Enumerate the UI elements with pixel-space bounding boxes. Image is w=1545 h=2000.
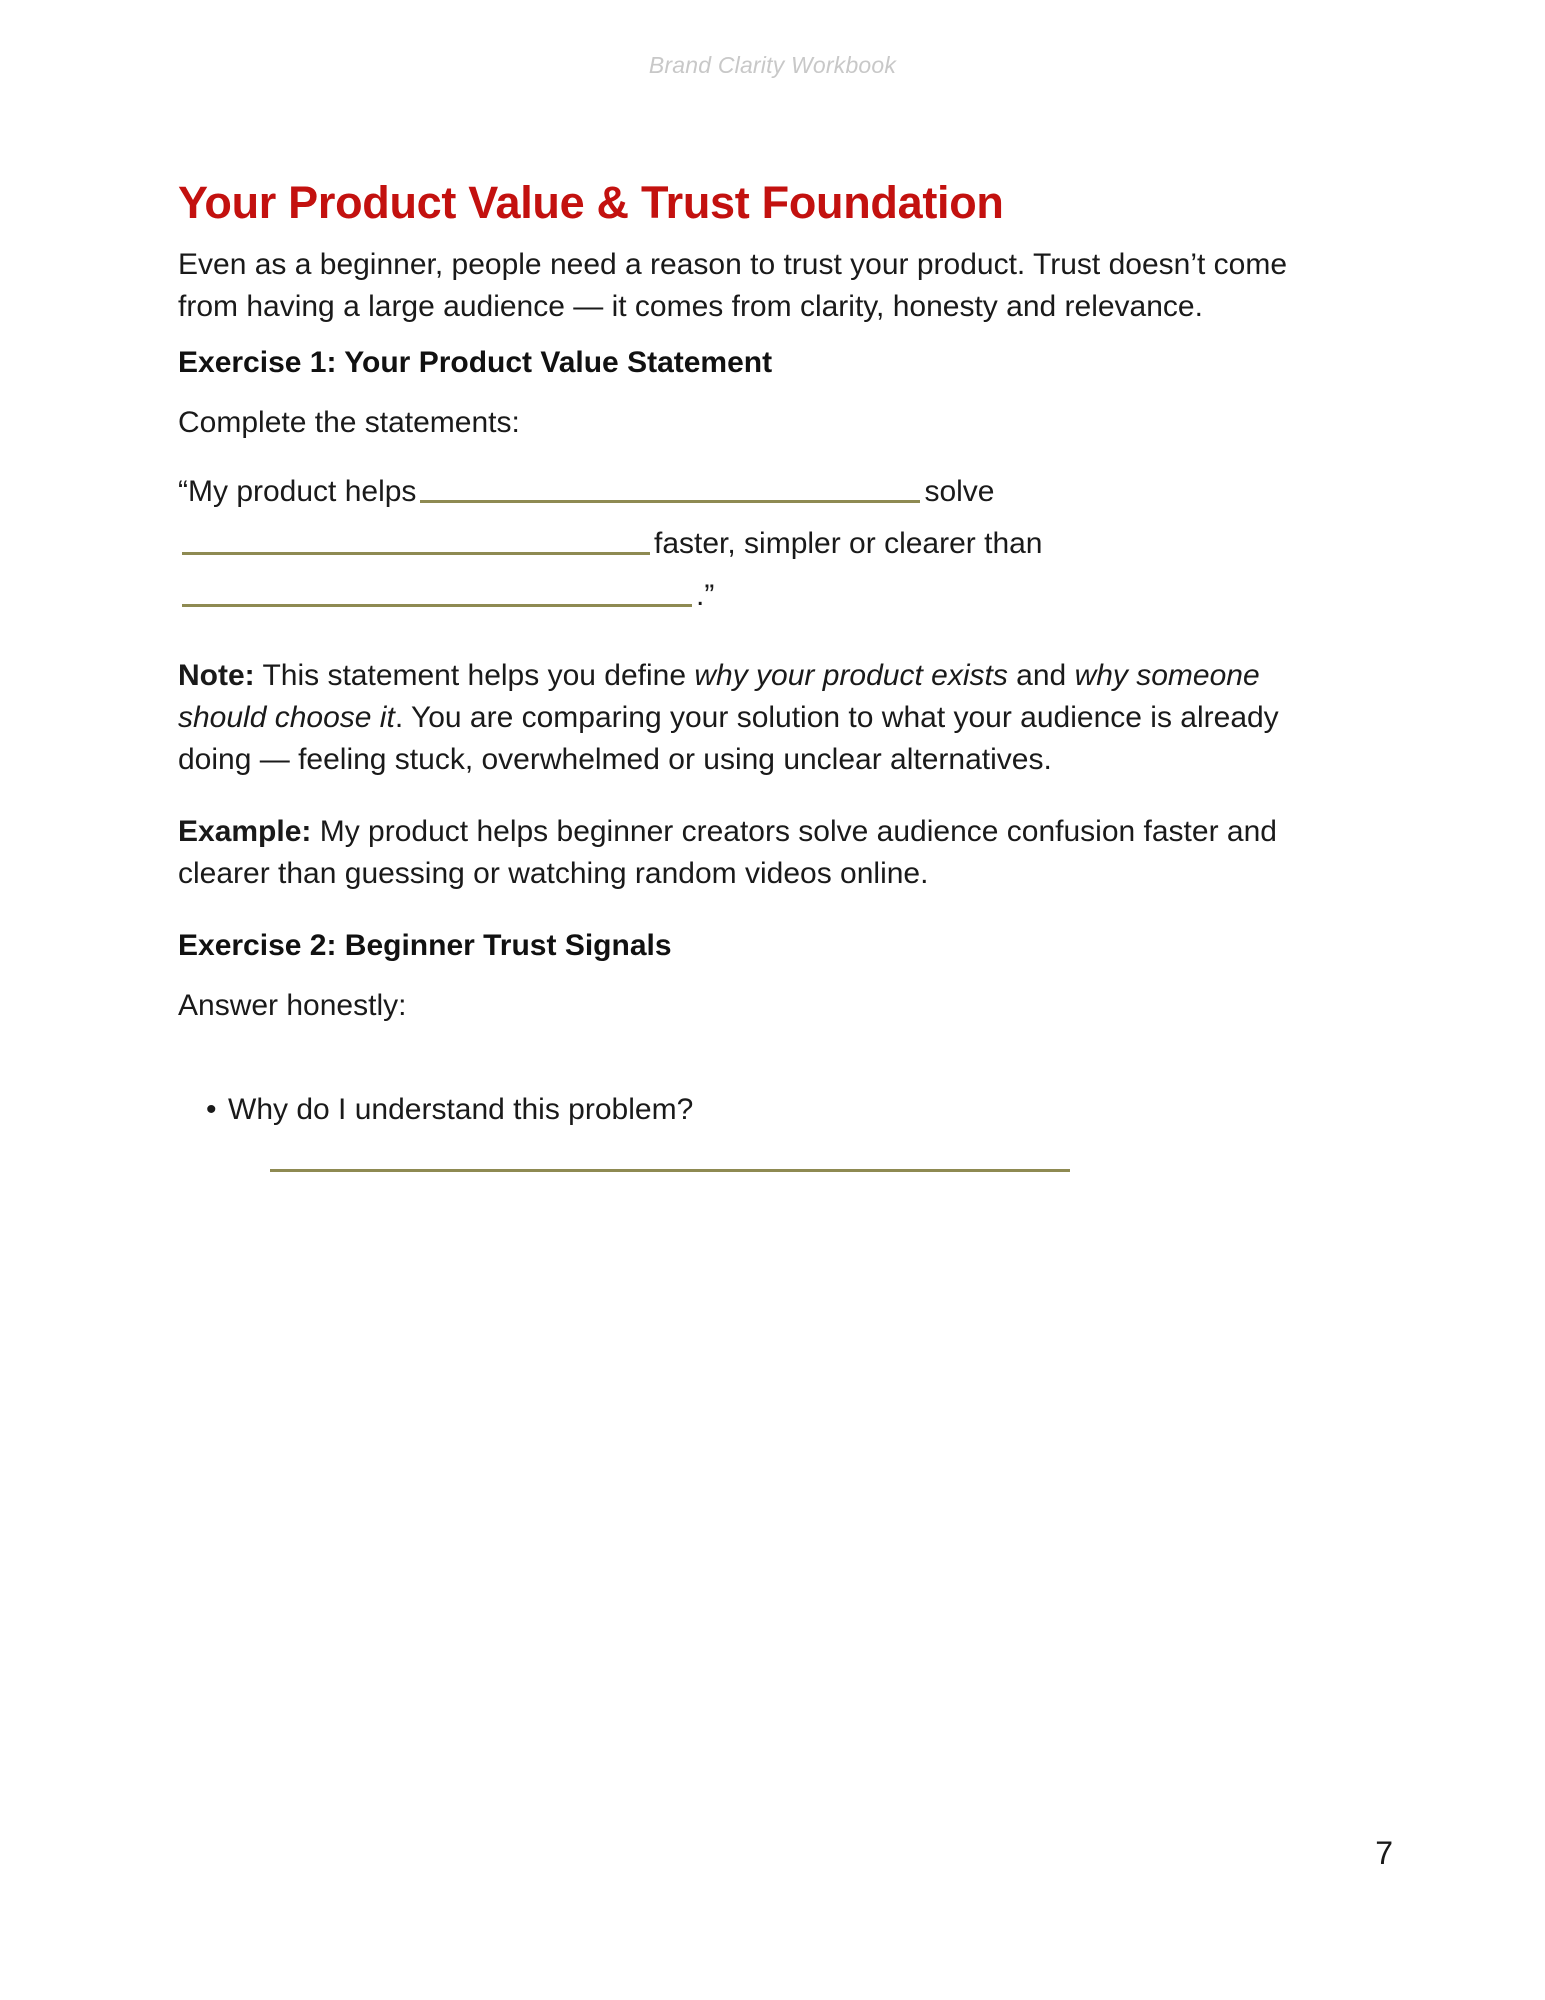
note-text-3: . You are comparing your solution to what your audience is already doing — feeling stuck, overwhelmed or using unclear alternatives. bbox=[178, 701, 1279, 777]
note-emphasis-2: why someone should choose it bbox=[178, 659, 1260, 735]
example-text: My product helps beginner creators solve audience confusion faster and clearer than guessing or watching random videos online. bbox=[178, 815, 1277, 891]
page-number: 7 bbox=[1375, 1835, 1393, 1871]
statement-blank-2[interactable] bbox=[182, 520, 650, 555]
answer-blank-line[interactable] bbox=[270, 1169, 1070, 1172]
bullet-icon: • bbox=[206, 1093, 217, 1127]
page-content bbox=[178, 178, 1310, 1182]
statement-segment-1: solve bbox=[924, 475, 995, 509]
note-text-2: and bbox=[1007, 659, 1075, 693]
exercise-2-heading: Exercise 2: Beginner Trust Signals bbox=[178, 929, 672, 963]
question-text-row bbox=[178, 1089, 1310, 1131]
note-text-1: This statement helps you define bbox=[254, 659, 695, 693]
statement-segment-2: faster, simpler or clearer than bbox=[654, 526, 1043, 560]
statement-close: .” bbox=[696, 578, 715, 612]
intro-paragraph: Even as a beginner, people need a reason to trust your product. Trust doesn’t come from having a large audience — it comes from clarity, honesty and relevance. bbox=[178, 248, 1288, 324]
exercise-1-lead-in: Complete the statements: bbox=[178, 406, 520, 440]
page-title: Your Product Value & Trust Foundation bbox=[178, 177, 1004, 228]
statement-blank-3[interactable] bbox=[182, 572, 692, 607]
example-label: Example: bbox=[178, 815, 312, 849]
note-emphasis-1: why your product exists bbox=[694, 659, 1008, 693]
note-paragraph bbox=[178, 655, 1310, 781]
running-header: Brand Clarity Workbook bbox=[648, 52, 897, 78]
exercise-2-lead-in: Answer honestly: bbox=[178, 989, 407, 1023]
note-label: Note: bbox=[178, 659, 255, 693]
statement-blank-1[interactable] bbox=[420, 469, 920, 504]
statement-open-quote: “My product helps bbox=[178, 475, 417, 509]
question-label: Why do I understand this problem? bbox=[228, 1093, 694, 1127]
list-item bbox=[178, 1089, 1310, 1172]
exercise-1-heading: Exercise 1: Your Product Value Statement bbox=[178, 346, 773, 380]
example-paragraph bbox=[178, 811, 1310, 895]
trust-signal-questions bbox=[178, 1089, 1310, 1172]
product-value-statement bbox=[178, 466, 1310, 621]
